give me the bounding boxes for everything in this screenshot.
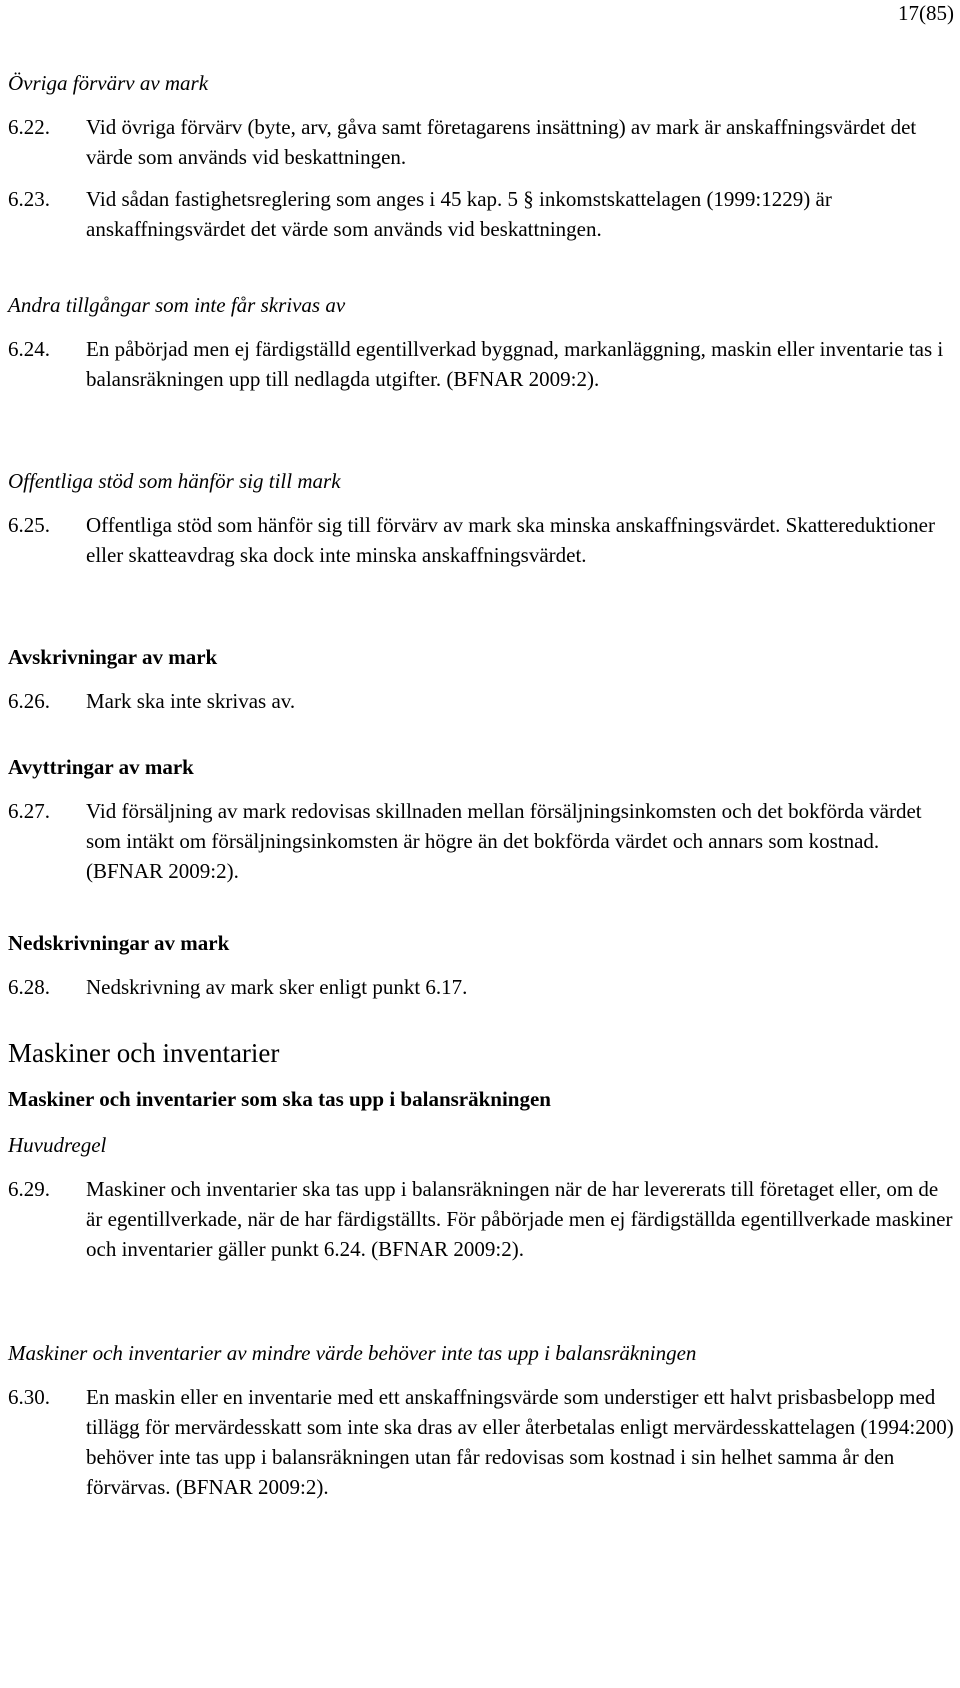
paragraph-number: 6.22. — [8, 115, 50, 139]
section-title-maskiner: Maskiner och inventarier — [8, 1038, 280, 1068]
paragraph-text: En maskin eller en inventarie med ett anskaffningsvärde som understiger ett halvt prisbasbelopp med tillägg för mervärdesskatt som inte ska dras av eller återbetalas enligt mervärdesskattelagen (1994:200) behöver inte tas upp i balansräkningen utan får redovisas som kostnad i sin helhet samma år den förvärvas. (BFNAR 2009:2). — [86, 1385, 954, 1499]
paragraph-6-23 — [8, 184, 954, 244]
paragraph-6-24 — [8, 334, 954, 394]
page-number: 17(85) — [898, 1, 954, 25]
heading-ovriga-forvarv: Övriga förvärv av mark — [8, 71, 209, 95]
paragraph-6-28 — [8, 972, 954, 1002]
paragraph-number: 6.30. — [8, 1385, 50, 1409]
heading-nedskrivningar: Nedskrivningar av mark — [8, 931, 230, 955]
heading-andra-tillgangar: Andra tillgångar som inte får skrivas av — [8, 293, 346, 317]
heading-avskrivningar: Avskrivningar av mark — [8, 645, 218, 669]
paragraph-number: 6.24. — [8, 337, 50, 361]
heading-huvudregel: Huvudregel — [8, 1133, 107, 1157]
paragraph-text: Maskiner och inventarier ska tas upp i balansräkningen när de har levererats till företaget eller, om de är egentillverkade, när de har färdigställts. För påbörjade men ej färdigställda egentillverkade maskiner och inventarier gäller punkt 6.24. (BFNAR 2009:2). — [86, 1177, 953, 1261]
paragraph-number: 6.23. — [8, 187, 50, 211]
paragraph-text: Mark ska inte skrivas av. — [86, 689, 296, 713]
paragraph-number: 6.28. — [8, 975, 50, 999]
heading-avyttringar: Avyttringar av mark — [8, 755, 194, 779]
paragraph-6-29 — [8, 1174, 954, 1264]
paragraph-number: 6.26. — [8, 689, 50, 713]
paragraph-6-25 — [8, 510, 954, 570]
paragraph-text: Nedskrivning av mark sker enligt punkt 6.17. — [86, 975, 468, 999]
paragraph-text: Offentliga stöd som hänför sig till förvärv av mark ska minska anskaffningsvärdet. Skattereduktioner eller skatteavdrag ska dock inte minska anskaffningsvärdet. — [86, 513, 935, 567]
paragraph-6-27 — [8, 796, 954, 886]
heading-mindre-varde: Maskiner och inventarier av mindre värde behöver inte tas upp i balansräkningen — [8, 1341, 697, 1365]
paragraph-number: 6.27. — [8, 799, 50, 823]
heading-offentliga-stod: Offentliga stöd som hänför sig till mark — [8, 469, 341, 493]
paragraph-text: En påbörjad men ej färdigställd egentillverkad byggnad, markanläggning, maskin eller inventarie tas i balansräkningen upp till nedlagda utgifter. (BFNAR 2009:2). — [86, 337, 944, 391]
paragraph-6-30 — [8, 1382, 954, 1502]
paragraph-6-22 — [8, 112, 954, 172]
paragraph-text: Vid sådan fastighetsreglering som anges i 45 kap. 5 § inkomstskattelagen (1999:1229) är anskaffningsvärdet det värde som används vid beskattningen. — [86, 187, 832, 241]
paragraph-number: 6.29. — [8, 1177, 50, 1201]
heading-maskiner-balans: Maskiner och inventarier som ska tas upp i balansräkningen — [8, 1087, 551, 1111]
paragraph-number: 6.25. — [8, 513, 50, 537]
paragraph-text: Vid övriga förvärv (byte, arv, gåva samt företagarens insättning) av mark är anskaffningsvärdet det värde som används vid beskattningen. — [86, 115, 917, 169]
paragraph-6-26 — [8, 686, 954, 716]
paragraph-text: Vid försäljning av mark redovisas skillnaden mellan försäljningsinkomsten och det bokförda värdet som intäkt om försäljningsinkomsten är högre än det bokförda värdet och annars som kostnad. (BFNAR 2009:2). — [86, 799, 922, 883]
